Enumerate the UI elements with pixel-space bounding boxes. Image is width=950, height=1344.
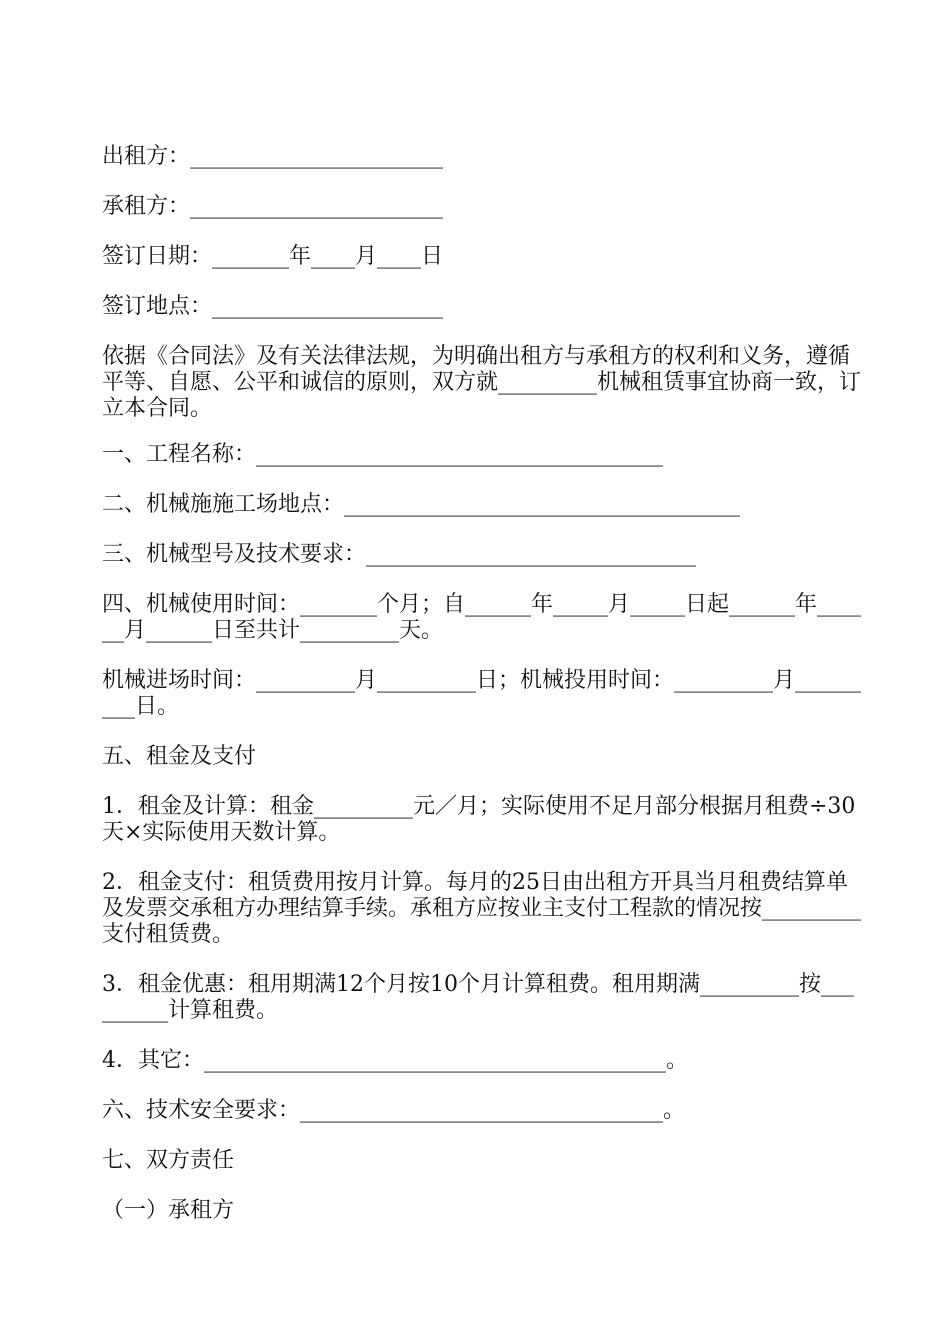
section-responsibilities-heading: 七、双方责任 (102, 1148, 235, 1173)
clause-project-name: 一、工程名称：_____________________________________ (102, 442, 664, 467)
rent-discount-item: 3．租金优惠：租用期满12个月按10个月计算租费。租用期满_________按_________计算租费。 (102, 972, 854, 1023)
clause-site-location: 二、机械施施工场地点：____________________________________ (102, 492, 741, 517)
clause-safety-requirements: 六、技术安全要求：_________________________________。 (102, 1098, 686, 1123)
subsection-lessee-heading: （一）承租方 (102, 1198, 235, 1223)
preamble-paragraph: 依据《合同法》及有关法律法规，为明确出租方与承租方的权利和义务，遵循平等、自愿、公平和诚信的原则，双方就_________机械租赁事宜协商一致，订立本合同。 (102, 344, 862, 421)
signing-place-field: 签订地点：_____________________ (102, 294, 444, 319)
signing-date-field: 签订日期：_______年____月____日 (102, 244, 444, 269)
contract-document (102, 144, 862, 1248)
clause-usage-period: 四、机械使用时间：_______个月；自______年_____月_____日起______年______月______日至共计_________天。 (102, 592, 862, 643)
clause-entry-time: 机械进场时间：_________月_________日；机械投用时间：_________月_________日。 (102, 668, 862, 719)
clause-machine-model: 三、机械型号及技术要求：______________________________ (102, 542, 697, 567)
rent-calculation-item: 1．租金及计算：租金_________元／月；实际使用不足月部分根据月租费÷30天×实际使用天数计算。 (102, 794, 856, 845)
lessee-field: 承租方：_______________________ (102, 194, 444, 219)
rent-other-item: 4．其它：__________________________________________。 (102, 1048, 688, 1073)
section-rent-heading: 五、租金及支付 (102, 744, 257, 769)
rent-payment-item: 2．租金支付：租赁费用按月计算。每月的25日由出租方开具当月租费结算单及发票交承租方办理结算手续。承租方应按业主支付工程款的情况按_________支付租赁费。 (102, 870, 862, 947)
lessor-field: 出租方：_______________________ (102, 144, 444, 169)
